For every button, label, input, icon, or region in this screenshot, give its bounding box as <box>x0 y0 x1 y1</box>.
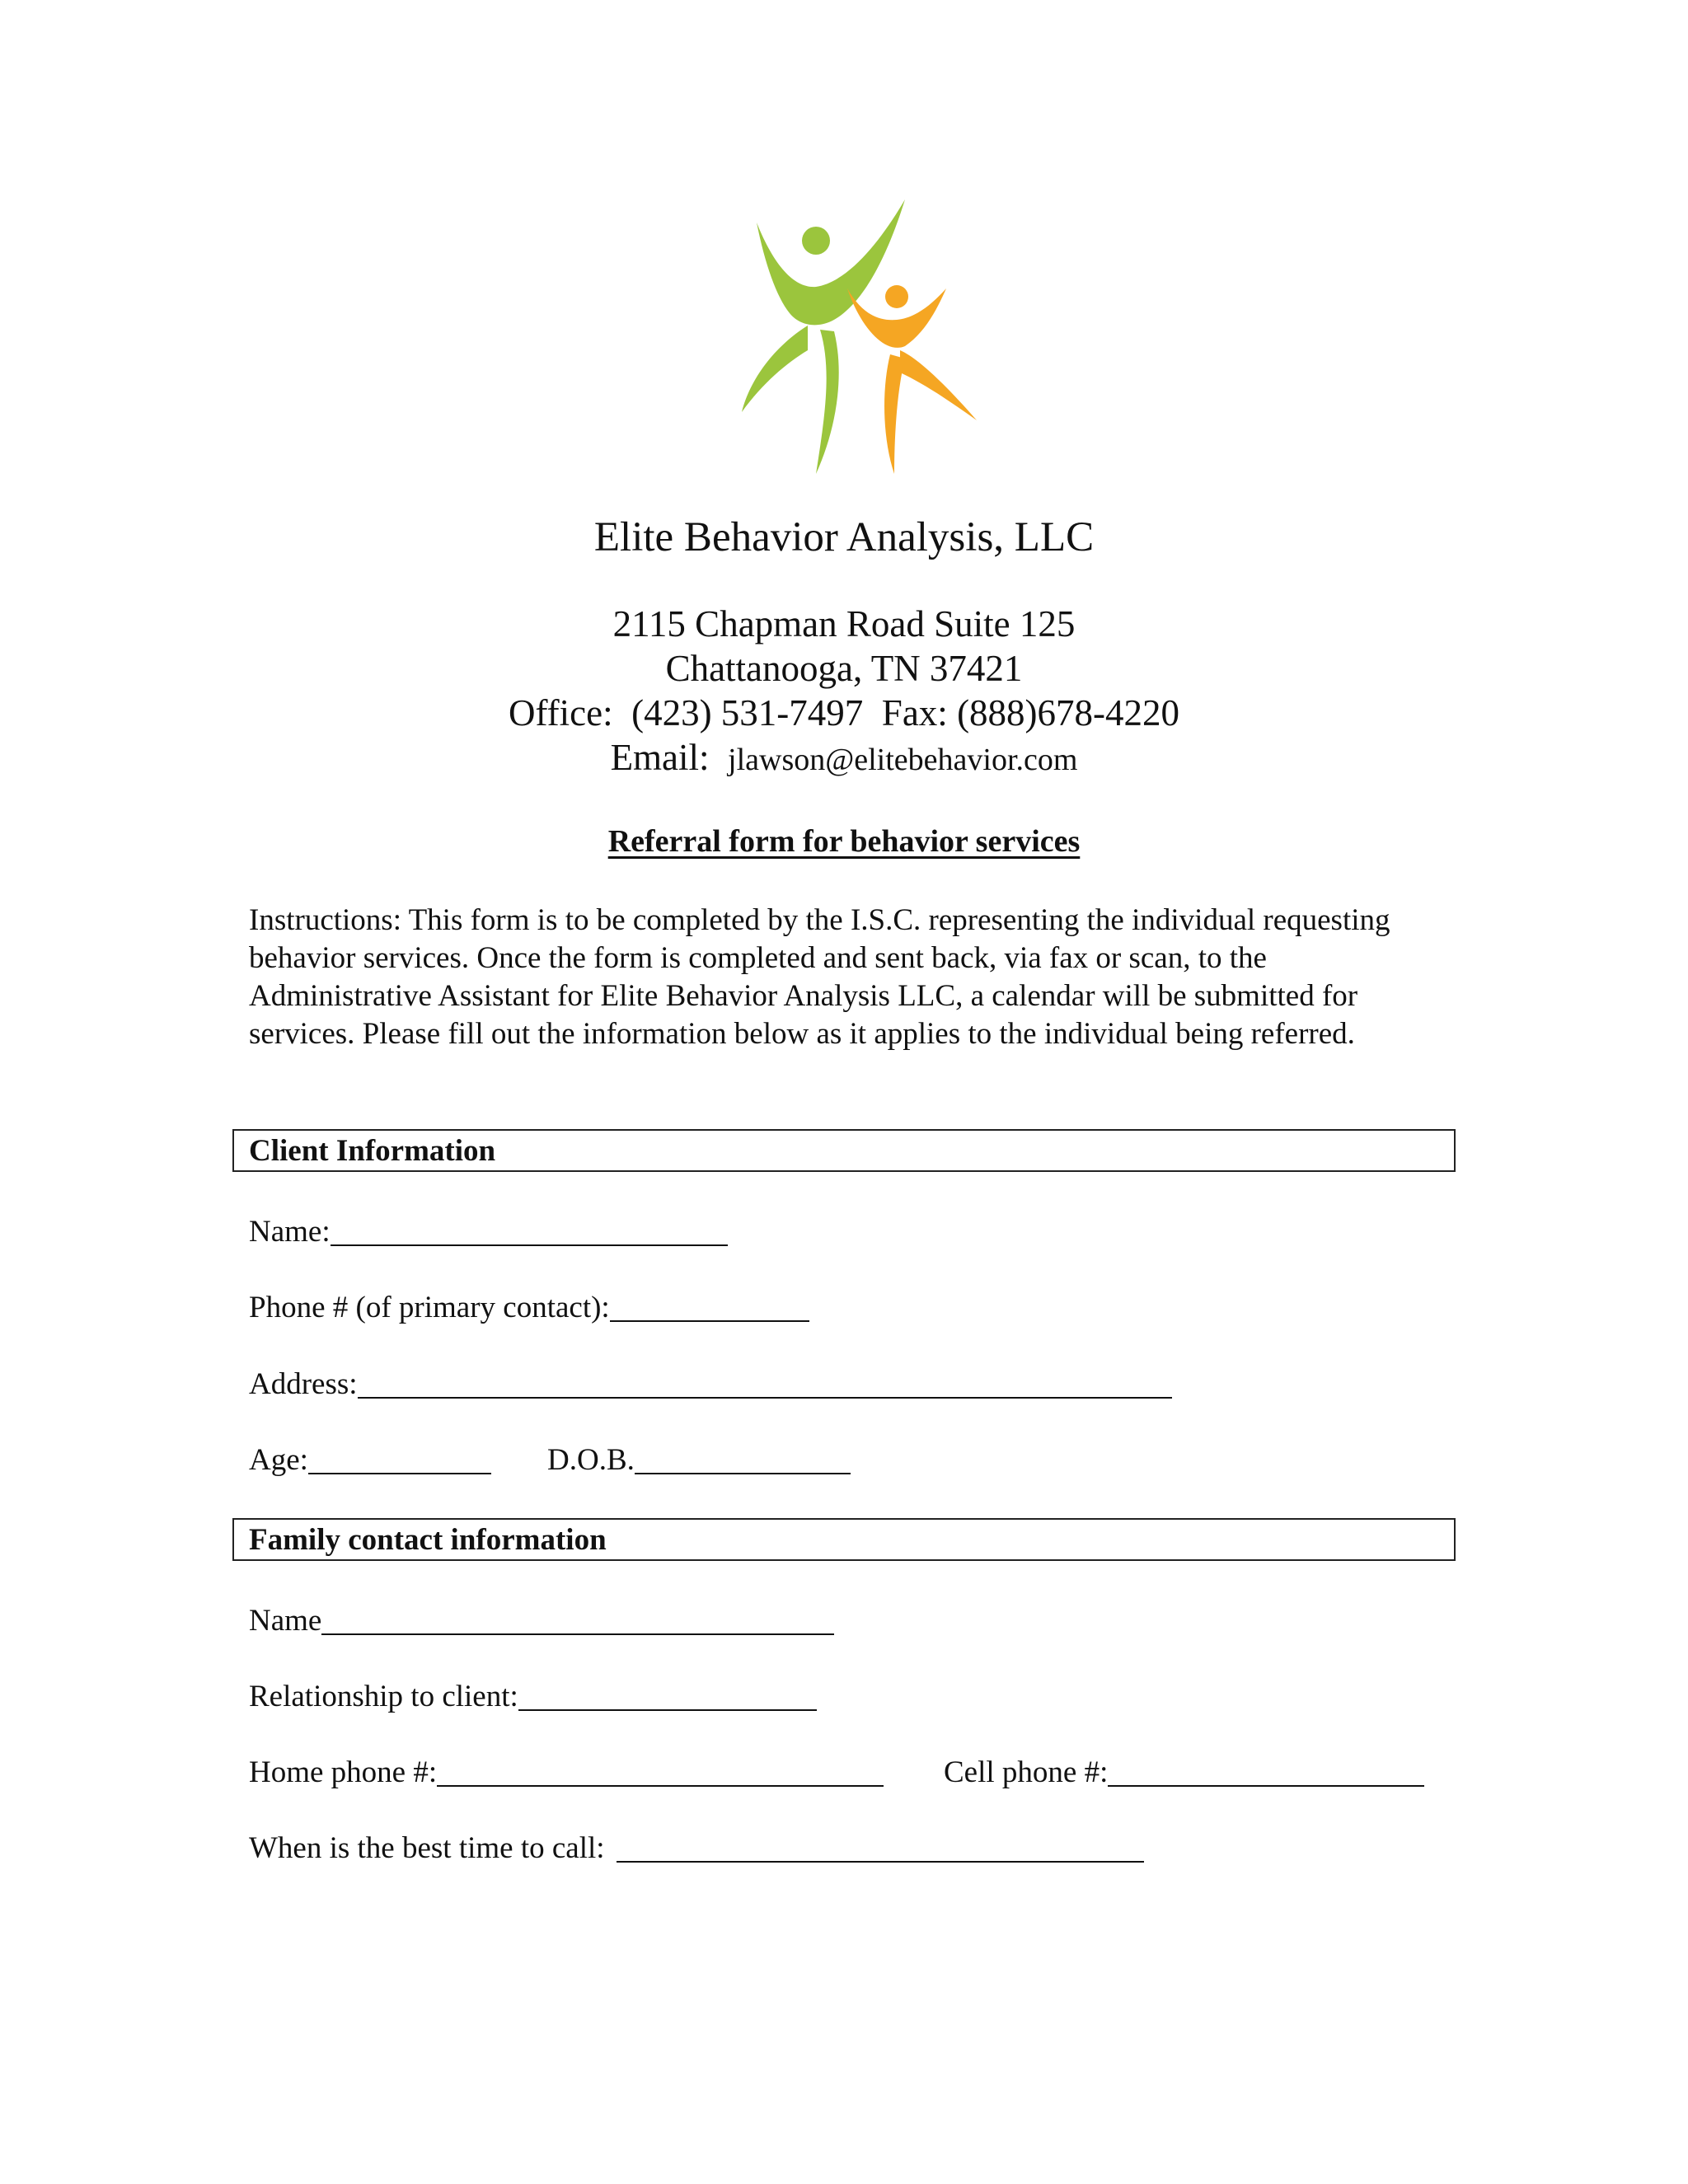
client-address-label: Address: <box>249 1367 358 1401</box>
client-phone-field <box>249 1289 809 1327</box>
client-name-field <box>249 1213 728 1251</box>
family-name-label: Name <box>249 1604 322 1638</box>
client-address-input-line[interactable] <box>358 1367 1172 1399</box>
address-line-1: 2115 Chapman Road Suite 125 <box>612 603 1076 644</box>
client-phone-input-line[interactable] <box>610 1291 809 1322</box>
email-line <box>0 735 1688 782</box>
client-age-input-line[interactable] <box>308 1443 491 1474</box>
family-contact-header <box>232 1518 1456 1561</box>
form-title: Referral form for behavior services <box>607 824 1081 859</box>
cell-phone-field <box>944 1754 1424 1792</box>
family-contact-title: Family contact information <box>249 1523 607 1557</box>
office-label: Office: <box>508 692 613 733</box>
best-time-input-line[interactable] <box>617 1831 1144 1863</box>
fax-number: (888)678-4220 <box>957 692 1180 733</box>
company-name: Elite Behavior Analysis, LLC <box>593 514 1095 560</box>
client-address-field <box>249 1366 1172 1404</box>
client-name-label: Name: <box>249 1215 331 1249</box>
best-time-field <box>249 1830 1144 1868</box>
client-phone-label: Phone # (of primary contact): <box>249 1291 610 1324</box>
best-time-label: When is the best time to call: <box>249 1831 605 1865</box>
client-name-input-line[interactable] <box>331 1215 728 1246</box>
client-dob-field <box>547 1441 851 1479</box>
relationship-input-line[interactable] <box>518 1680 817 1711</box>
relationship-label: Relationship to client: <box>249 1680 518 1713</box>
client-dob-input-line[interactable] <box>635 1443 851 1474</box>
family-name-field <box>249 1602 834 1640</box>
cell-phone-label: Cell phone #: <box>944 1755 1109 1789</box>
instructions-text: Instructions: This form is to be completed by the I.S.C. representing the individual requesting behavior services. Once the form is completed and sent back, via fax or scan, to the Administrative Assistant for Elite Behavior Analysis LLC, a calendar will be submitted for services. Please fill out the information below as it applies to the individual being referred. <box>249 903 1390 1051</box>
fax-label: Fax: <box>881 692 948 733</box>
relationship-field <box>249 1678 817 1716</box>
address-line-2: Chattanooga, TN 37421 <box>665 648 1023 689</box>
office-phone: (423) 531-7497 <box>631 692 864 733</box>
home-phone-input-line[interactable] <box>437 1755 884 1787</box>
home-phone-field <box>249 1754 884 1792</box>
contact-line <box>0 691 1688 735</box>
client-information-title: Client Information <box>249 1134 496 1168</box>
company-logo <box>684 190 1006 478</box>
home-phone-label: Home phone #: <box>249 1755 438 1789</box>
dancing-figures-icon <box>684 190 1006 478</box>
client-information-header <box>232 1129 1456 1172</box>
client-dob-label: D.O.B. <box>547 1443 635 1477</box>
client-age-field <box>249 1441 491 1479</box>
email-label: Email: <box>610 737 710 778</box>
client-age-label: Age: <box>249 1443 308 1477</box>
cell-phone-input-line[interactable] <box>1108 1755 1424 1787</box>
email-value: jlawson@elitebehavior.com <box>728 743 1078 777</box>
family-name-input-line[interactable] <box>321 1604 834 1635</box>
